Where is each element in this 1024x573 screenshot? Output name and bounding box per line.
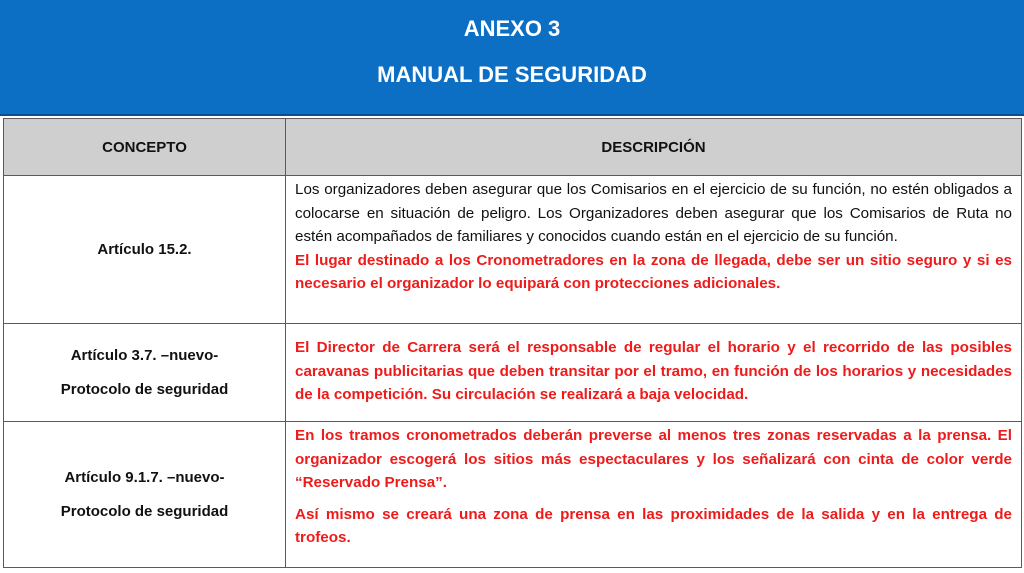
manual-title: MANUAL DE SEGURIDAD: [377, 62, 647, 87]
description-text: Los organizadores deben asegurar que los Comisarios en el ejercicio de su función, no estén obligados a colocarse en situación de peligro. Los Organizadores deben asegurar que los Comisarios de Ruta no estén acompañados de familiares y conocidos cuando están en el ejercicio de su función.: [295, 181, 1012, 245]
description-highlight: En los tramos cronometrados deberán preverse al menos tres zonas reservadas a la prensa. El organizador escogerá los sitios más espectaculares y los señalizará con cinta de color verde “Reservado Prensa”.: [295, 427, 1012, 491]
table-header-row: [4, 119, 1022, 176]
annex-title: ANEXO 3: [463, 16, 561, 41]
description-column-header: DESCRIPCIÓN: [286, 119, 1022, 176]
title-banner: [0, 0, 1024, 116]
concept-sublabel: Protocolo de seguridad: [60, 502, 229, 520]
concept-cell: [4, 176, 286, 324]
description-highlight: El lugar destinado a los Cronometradores en la zona de llegada, debe ser un sitio seguro y si es necesario el organizador lo equipará con protecciones adicionales.: [295, 251, 1012, 292]
table-row: [4, 422, 1022, 568]
table-row: [4, 176, 1022, 324]
concept-label: Artículo 15.2.: [97, 240, 192, 258]
table-row: [4, 324, 1022, 422]
concept-cell: [4, 422, 286, 568]
security-table: [3, 118, 1022, 568]
description-highlight: El Director de Carrera será el responsable de regular el horario y el recorrido de las posibles caravanas publicitarias que deben transitar por el tramo, en función de los horarios y necesidades de la competición. Su circulación se realizará a baja velocidad.: [295, 339, 1012, 404]
concept-column-header: CONCEPTO: [4, 119, 286, 176]
description-cell: [286, 176, 1022, 324]
concept-label: Artículo 3.7. –nuevo-: [70, 346, 219, 364]
description-cell: [286, 324, 1022, 422]
concept-sublabel: Protocolo de seguridad: [60, 380, 229, 398]
concept-cell: [4, 324, 286, 422]
concept-label: Artículo 9.1.7. –nuevo-: [64, 468, 225, 486]
description-cell: [286, 422, 1022, 568]
description-highlight: Así mismo se creará una zona de prensa en las proximidades de la salida y en la entrega de trofeos.: [295, 505, 1012, 546]
